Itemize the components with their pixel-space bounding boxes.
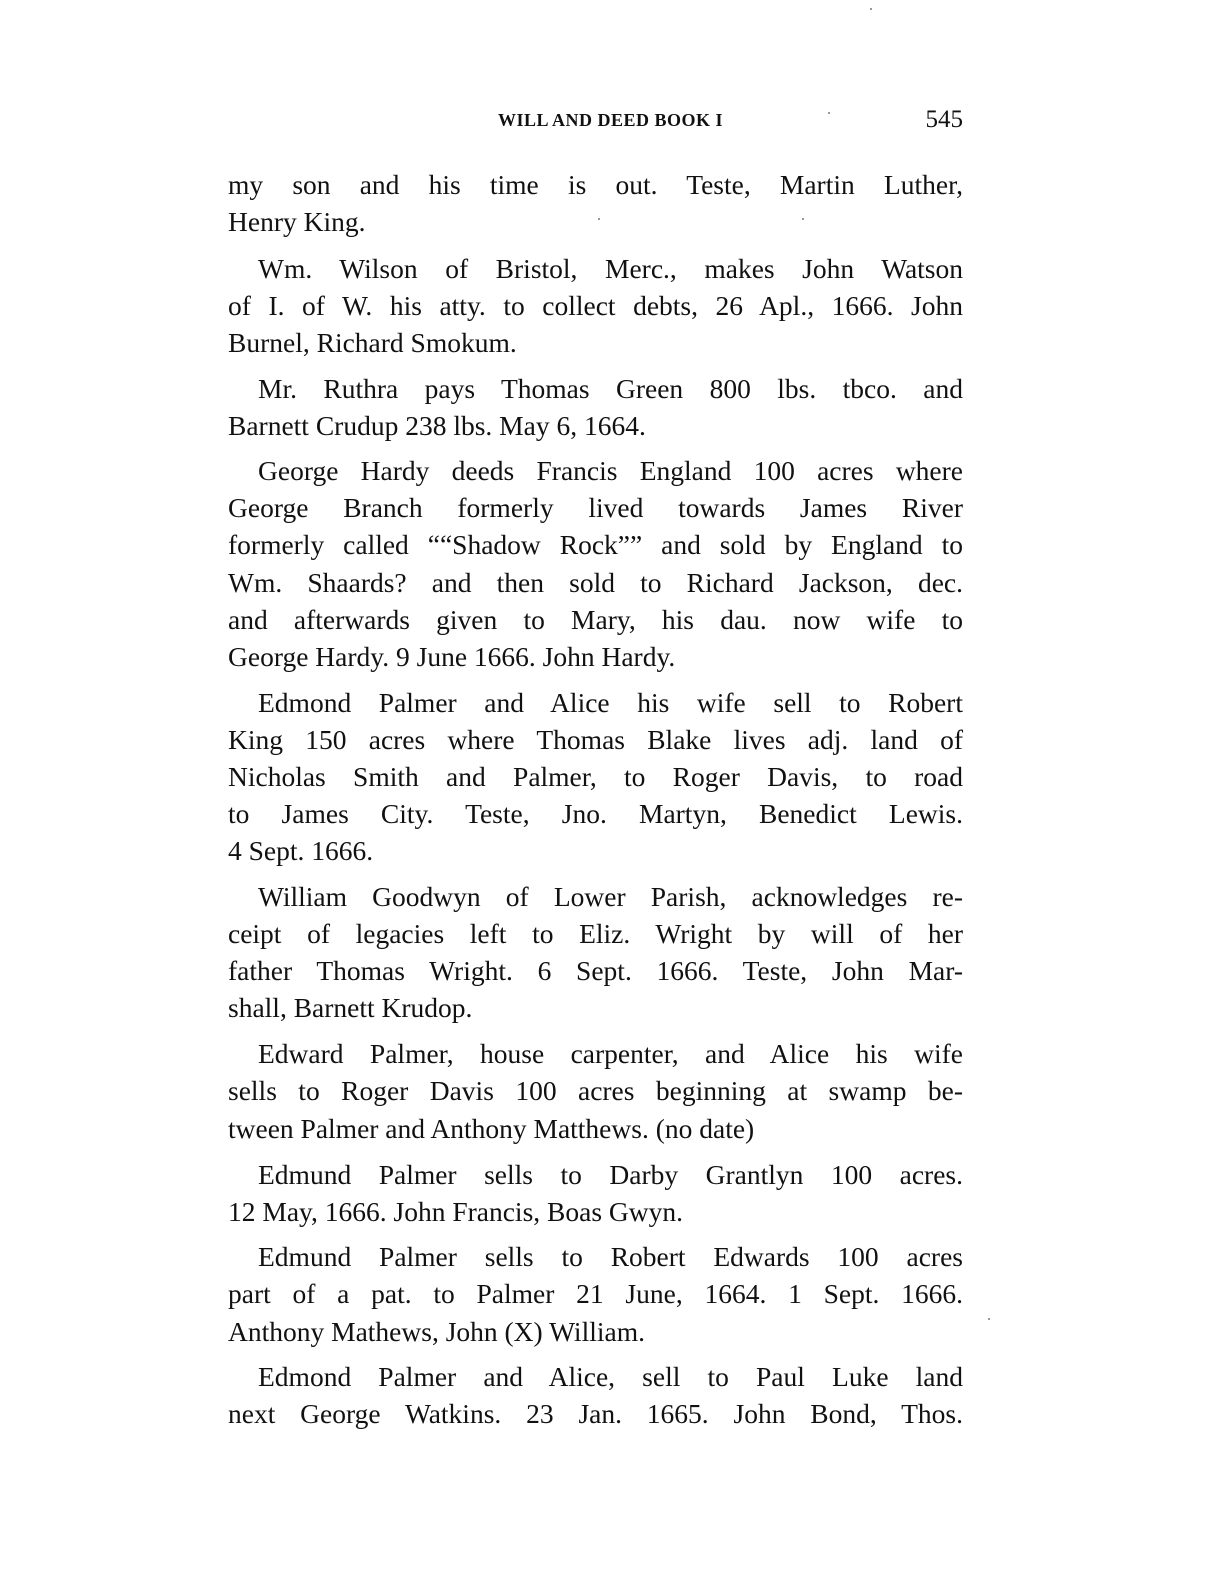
text-line: of I. of W. his atty. to collect debts, 26 Apl., 1666. John bbox=[228, 290, 963, 321]
text-line: to James City. Teste, Jno. Martyn, Benedict Lewis. bbox=[228, 798, 963, 829]
text-line: Nicholas Smith and Palmer, to Roger Davis, to road bbox=[228, 761, 963, 792]
text-line: Wm. Wilson of Bristol, Merc., makes John Watson bbox=[258, 253, 963, 284]
text-line: sells to Roger Davis 100 acres beginning at swamp be- bbox=[228, 1075, 963, 1106]
text-line: Edmond Palmer and Alice, sell to Paul Luke land bbox=[258, 1361, 963, 1392]
text-line: ceipt of legacies left to Eliz. Wright by will of her bbox=[228, 918, 963, 949]
text-line: Barnett Crudup 238 lbs. May 6, 1664. bbox=[228, 410, 646, 441]
text-line: shall, Barnett Krudop. bbox=[228, 992, 473, 1023]
text-line: George Hardy deeds Francis England 100 acres where bbox=[258, 455, 963, 486]
text-line: my son and his time is out. Teste, Martin Luther, bbox=[228, 169, 963, 200]
text-line: King 150 acres where Thomas Blake lives adj. land of bbox=[228, 724, 963, 755]
text-line: William Goodwyn of Lower Parish, acknowledges re- bbox=[258, 881, 963, 912]
text-line: Henry King. bbox=[228, 206, 366, 237]
scan-speck bbox=[828, 112, 830, 114]
text-line: 12 May, 1666. John Francis, Boas Gwyn. bbox=[228, 1196, 683, 1227]
text-line: George Hardy. 9 June 1666. John Hardy. bbox=[228, 641, 676, 672]
text-line: and afterwards given to Mary, his dau. now wife to bbox=[228, 604, 963, 635]
text-line: formerly called ““Shadow Rock”” and sold by England to bbox=[228, 529, 963, 560]
text-line: George Branch formerly lived towards James River bbox=[228, 492, 963, 523]
text-line: Anthony Mathews, John (X) William. bbox=[228, 1316, 645, 1347]
page-header bbox=[228, 106, 963, 136]
scan-speck bbox=[598, 218, 600, 220]
text-line: Edmund Palmer sells to Robert Edwards 100 acres bbox=[258, 1241, 963, 1272]
scan-speck bbox=[870, 8, 872, 10]
text-line: 4 Sept. 1666. bbox=[228, 835, 374, 866]
text-line: Edmund Palmer sells to Darby Grantlyn 100 acres. bbox=[258, 1159, 963, 1190]
text-line: father Thomas Wright. 6 Sept. 1666. Teste, John Mar- bbox=[228, 955, 963, 986]
text-line: next George Watkins. 23 Jan. 1665. John Bond, Thos. bbox=[228, 1398, 963, 1429]
running-head: WILL AND DEED BOOK I bbox=[497, 110, 724, 130]
scan-speck bbox=[802, 218, 804, 220]
text-line: Burnel, Richard Smokum. bbox=[228, 327, 517, 358]
text-line: part of a pat. to Palmer 21 June, 1664. 1 Sept. 1666. bbox=[228, 1278, 963, 1309]
text-line: Wm. Shaards? and then sold to Richard Jackson, dec. bbox=[228, 567, 963, 598]
text-line: Mr. Ruthra pays Thomas Green 800 lbs. tbco. and bbox=[258, 373, 963, 404]
scan-speck bbox=[988, 1318, 990, 1320]
text-line: tween Palmer and Anthony Matthews. (no date) bbox=[228, 1113, 755, 1144]
text-line: Edward Palmer, house carpenter, and Alice his wife bbox=[258, 1038, 963, 1069]
page-number: 545 bbox=[925, 106, 963, 133]
book-page bbox=[228, 0, 963, 1584]
text-line: Edmond Palmer and Alice his wife sell to Robert bbox=[258, 687, 963, 718]
